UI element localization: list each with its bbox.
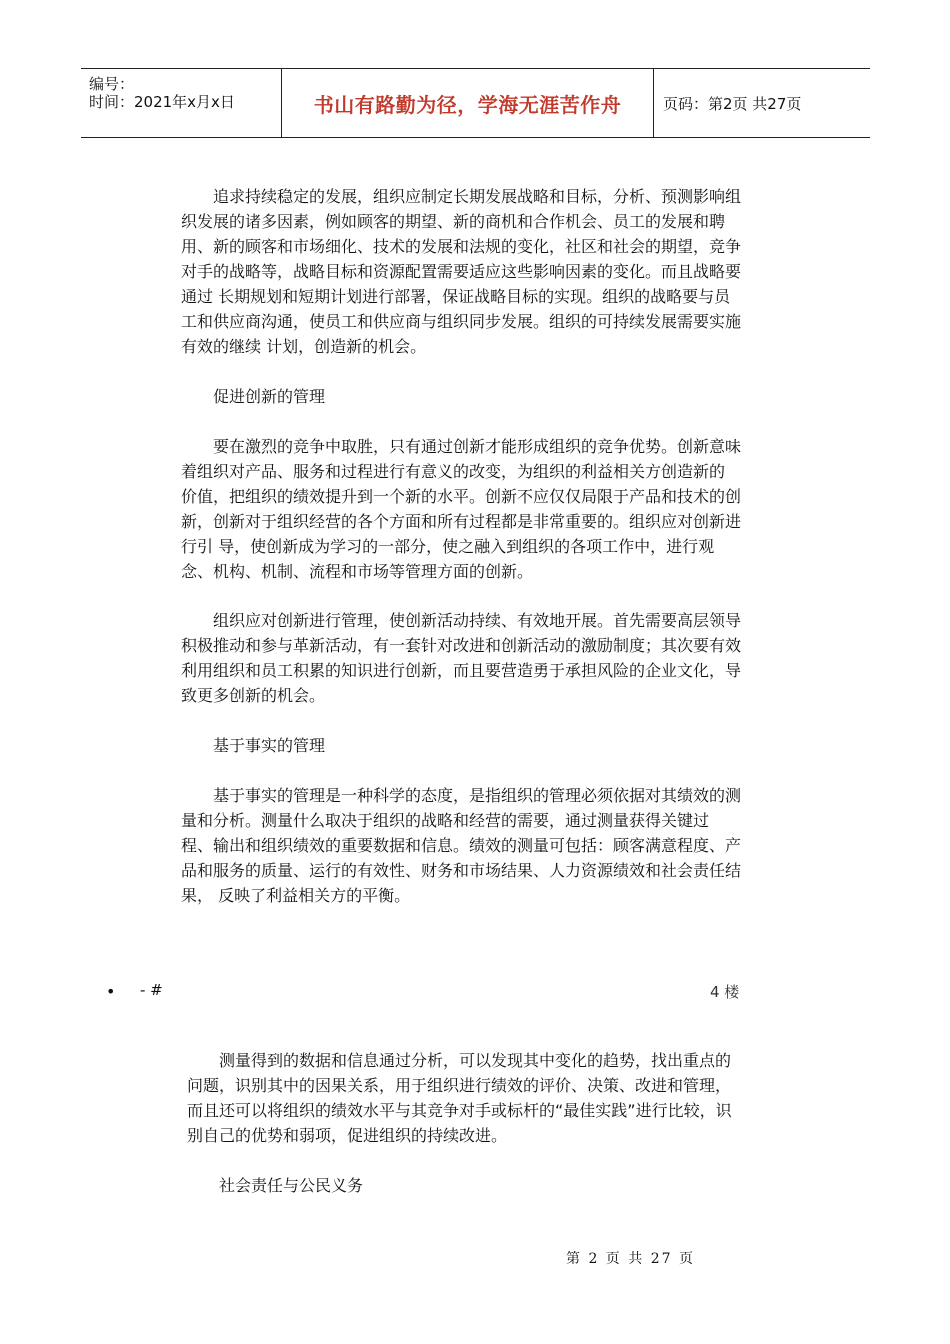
paragraph-innovation-management: 组织应对创新进行管理，使创新活动持续、有效地开展。首先需要高层领导积极推动和参与革新活动，有一套针对改进和创新活动的激励制度；其次要有效利用组织和员工积累的知识进行创新，而且要营造勇于承担风险的企业文化，导致更多创新的机会。 xyxy=(181,611,742,705)
header-page-cell xyxy=(654,69,870,137)
heading-social-responsibility: 社会责任与公民义务 xyxy=(219,1176,364,1195)
post-anchor-link[interactable]: - # xyxy=(140,981,163,999)
header-time-label: 时间：2021年x月x日 xyxy=(89,93,235,111)
post-floor-label: 4 楼 xyxy=(710,983,740,1001)
paragraph-strategy: 追求持续稳定的发展，组织应制定长期发展战略和目标，分析、预测影响组织发展的诸多因素，例如顾客的期望、新的商机和合作机会、员工的发展和聘 用、新的顾客和市场细化、技术的发展和法规的变化，社区和社会的期望，竞争对手的战略等，战略目标和资源配置需要适应这些影响因素的变化。而且战略要通过 长期规划和短期计划进行部署，保证战略目标的实现。组织的战略要与员工和供应商沟通，使员工和供应商与组织同步发展。组织的可持续发展需要实施有效的继续 计划，创造新的机会。 xyxy=(181,187,742,356)
page-footer: 第 2 页 共 27 页 xyxy=(566,1251,695,1267)
header-motto: 书山有路勤为径，学海无涯苦作舟 xyxy=(313,92,622,117)
paragraph-innovation: 要在激烈的竞争中取胜，只有通过创新才能形成组织的竞争优势。创新意味着组织对产品、服务和过程进行有意义的改变，为组织的利益相关方创造新的 价值，把组织的绩效提升到一个新的水平。创新不应仅仅局限于产品和技术的创新，创新对于组织经营的各个方面和所有过程都是非常重要的。组织应对创新进行引 导，使创新成为学习的一部分，使之融入到组织的各项工作中，进行观念、机构、机制、流程和市场等管理方面的创新。 xyxy=(181,437,742,581)
paragraph-measurement: 测量得到的数据和信息通过分析，可以发现其中变化的趋势，找出重点的问题，识别其中的因果关系，用于组织进行绩效的评价、决策、改进和管理，而且还可以将组织的绩效水平与其竞争对手或标杆的“最佳实践”进行比较，识别自己的优势和弱项，促进组织的持续改进。 xyxy=(187,1051,732,1145)
header-number-label: 编号： xyxy=(89,75,135,93)
heading-innovation: 促进创新的管理 xyxy=(213,387,326,406)
list-bullet: • xyxy=(106,982,116,1001)
document-header xyxy=(81,68,870,138)
paragraph-fact-based: 基于事实的管理是一种科学的态度，是指组织的管理必须依据对其绩效的测量和分析。测量什么取决于组织的战略和经营的需要，通过测量获得关键过 程、输出和组织绩效的重要数据和信息。绩效的测量可包括：顾客满意程度、产品和服务的质量、运行的有效性、财务和市场结果、人力资源绩效和社会责任结果， 反映了利益相关方的平衡。 xyxy=(181,786,742,905)
heading-fact-based: 基于事实的管理 xyxy=(213,736,326,755)
header-motto-cell xyxy=(282,69,654,137)
header-meta-cell xyxy=(81,69,282,137)
header-page-info: 页码：第2页 共27页 xyxy=(663,94,802,113)
